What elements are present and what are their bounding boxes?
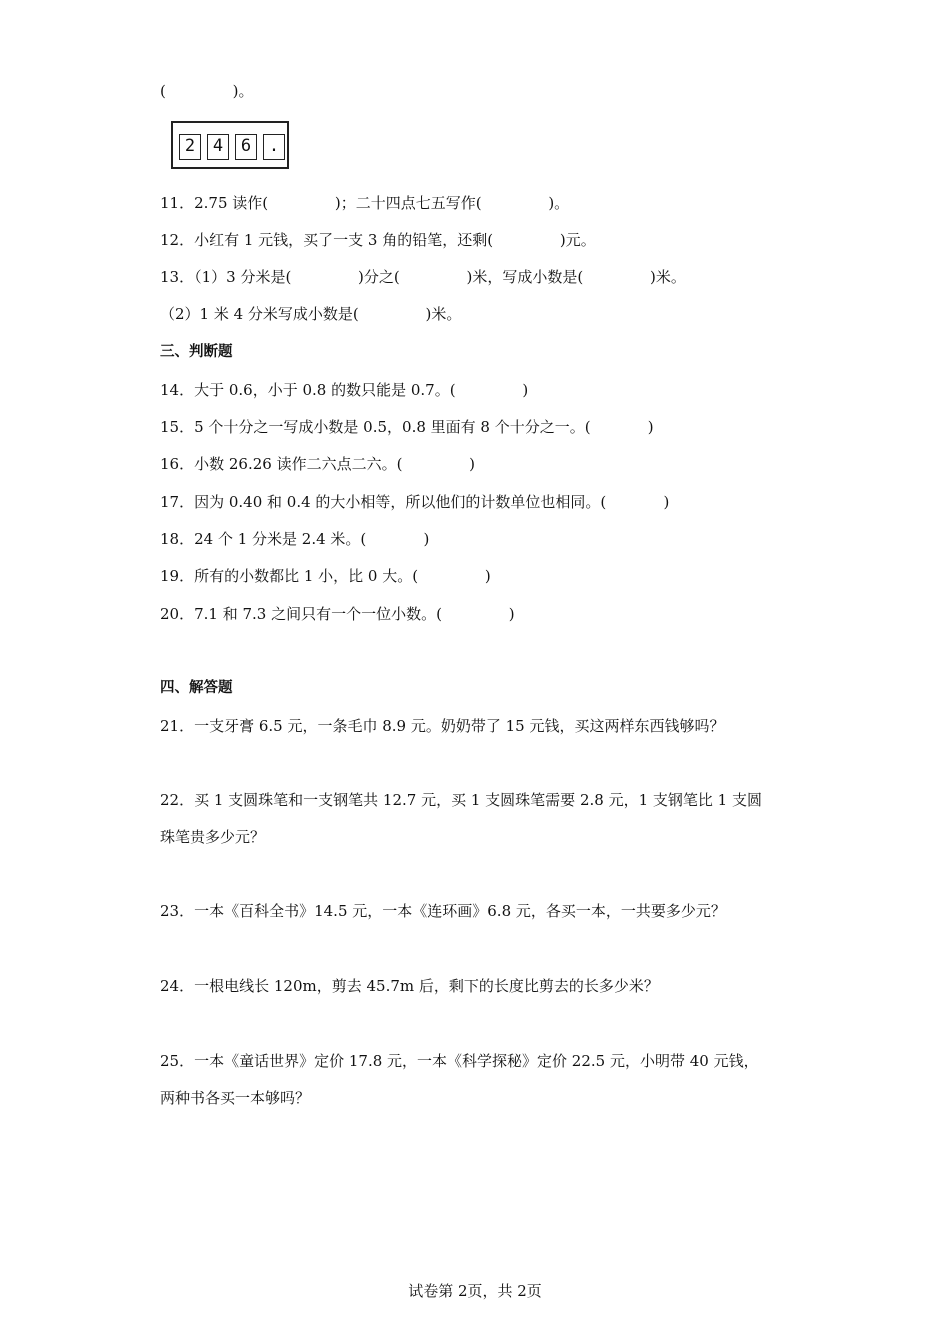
question-22-line2: 珠笔贵多少元？ <box>160 828 266 846</box>
question-24: 24．一根电线长 120m，剪去 45.7m 后，剩下的长度比剪去的长多少米？ <box>160 977 659 995</box>
question-14: 14．大于 0.6，小于 0.8 的数只能是 0.7。( ) <box>160 381 529 399</box>
question-12: 12．小红有 1 元钱，买了一支 3 角的铅笔，还剩( )元。 <box>160 231 596 249</box>
question-25-line1: 25．一本《童话世界》定价 17.8 元，一本《科学探秘》定价 22.5 元，小明带 40 元钱， <box>160 1052 759 1070</box>
abacus-figure <box>171 121 289 169</box>
question-13-part1: 13．（1）3 分米是( )分之( )米，写成小数是( )米。 <box>160 268 686 286</box>
top-blank-line: ( )。 <box>160 82 254 100</box>
question-11: 11．2.75 读作( )；二十四点七五写作( )。 <box>160 194 570 212</box>
section-4-title: 四、解答题 <box>160 680 233 696</box>
page-footer: 试卷第 2页，共 2页 <box>408 1282 542 1300</box>
question-18: 18．24 个 1 分米是 2.4 米。( ) <box>160 530 430 548</box>
abacus-digit: . <box>263 134 285 160</box>
question-25-line2: 两种书各买一本够吗？ <box>160 1089 311 1107</box>
question-20: 20．7.1 和 7.3 之间只有一个一位小数。( ) <box>160 605 515 623</box>
abacus-digit: 2 <box>179 134 201 160</box>
section-3-title: 三、判断题 <box>160 344 233 360</box>
question-22-line1: 22．买 1 支圆珠笔和一支钢笔共 12.7 元，买 1 支圆珠笔需要 2.8 元，1 支钢笔比 1 支圆 <box>160 791 762 809</box>
question-19: 19．所有的小数都比 1 小，比 0 大。( ) <box>160 567 491 585</box>
question-21: 21．一支牙膏 6.5 元，一条毛巾 8.9 元。奶奶带了 15 元钱，买这两样东西钱够吗？ <box>160 717 725 735</box>
question-23: 23．一本《百科全书》14.5 元，一本《连环画》6.8 元，各买一本，一共要多少元？ <box>160 902 726 920</box>
question-13-part2: （2）1 米 4 分米写成小数是( )米。 <box>160 305 462 323</box>
question-17: 17．因为 0.40 和 0.4 的大小相等，所以他们的计数单位也相同。( ) <box>160 493 670 511</box>
abacus-digit: 6 <box>235 134 257 160</box>
question-15: 15．5 个十分之一写成小数是 0.5，0.8 里面有 8 个十分之一。( ) <box>160 418 654 436</box>
abacus-digit: 4 <box>207 134 229 160</box>
question-16: 16．小数 26.26 读作二六点二六。( ) <box>160 455 476 473</box>
